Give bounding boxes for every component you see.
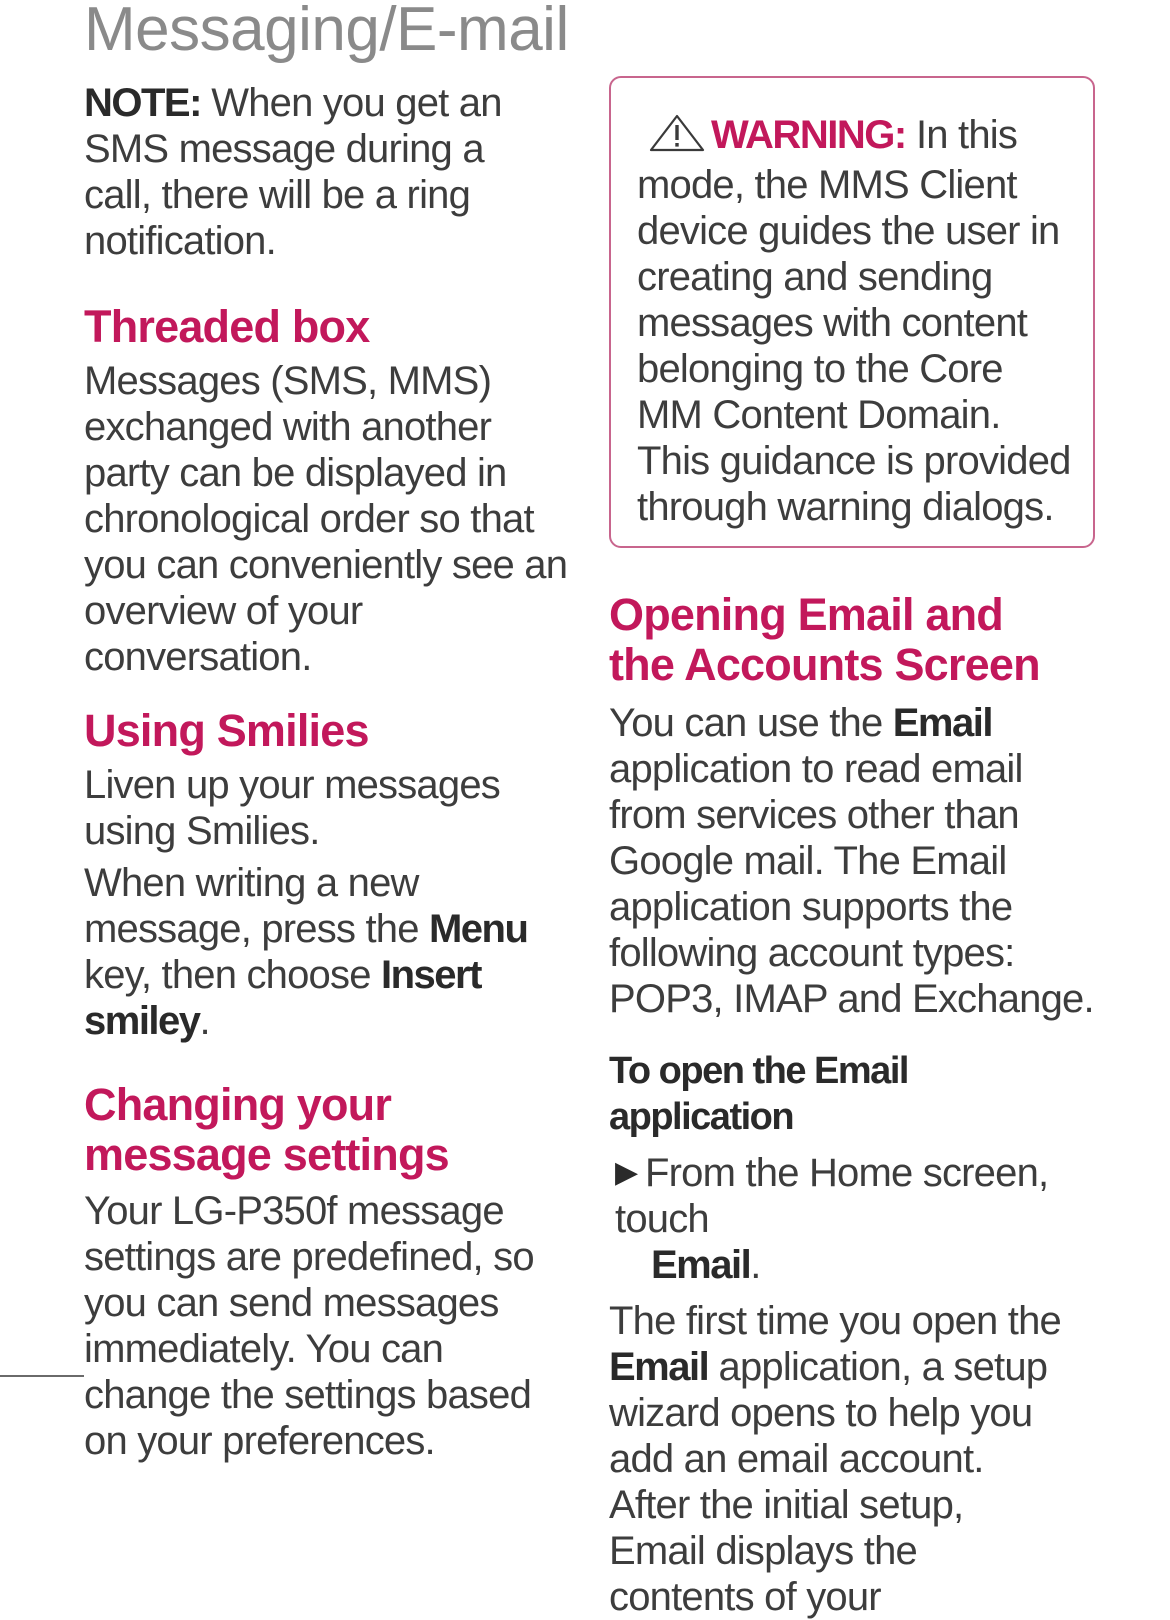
right-column — [609, 76, 1094, 1620]
opening-email-heading: Opening Email and the Accounts Screen — [609, 589, 1040, 690]
note-text: When you get an SMS message during a call, there will be a ring notification. — [84, 81, 502, 263]
warning-label: WARNING: — [711, 113, 906, 157]
footer-rule — [0, 1375, 84, 1377]
step-text: . — [750, 1243, 761, 1287]
left-column — [84, 80, 579, 1464]
note-paragraph — [84, 80, 534, 264]
menu-key-label: Menu — [428, 907, 528, 951]
email-text: application, a setup wizard opens to help you add an email account. — [609, 1345, 1048, 1481]
step-text: From the Home screen, touch — [615, 1151, 1049, 1241]
threaded-box-body: Messages (SMS, MMS) exchanged with another party can be displayed in chronological order so that you can conveniently see an overview of your conversation. — [84, 359, 568, 679]
email-app-label: Email — [609, 1345, 709, 1389]
email-app-label: Email — [892, 701, 992, 745]
email-app-label: Email — [651, 1243, 751, 1287]
insert-smiley-label: Insert smiley — [84, 953, 481, 1043]
warning-box — [609, 76, 1095, 548]
email-text: application to read email from services other than Google mail. The Email application supports the following account types: POP3, IMAP and Exchange. — [609, 747, 1094, 1021]
setup-wizard-paragraph — [609, 1298, 1094, 1482]
after-setup-paragraph: After the initial setup, Email displays the contents of your — [609, 1483, 964, 1619]
using-smilies-heading: Using Smilies — [84, 705, 369, 756]
message-settings-heading: Changing your message settings — [84, 1079, 449, 1180]
threaded-box-heading: Threaded box — [84, 301, 370, 352]
page-title: Messaging/E-mail — [84, 0, 569, 64]
smilies-body-1: Liven up your messages using Smilies. — [84, 763, 500, 853]
smilies-text: When writing a new message, press the — [84, 861, 429, 951]
message-settings-body: Your LG-P350f message settings are predefined, so you can send messages immediately. You can change the settings based on your preferences. — [84, 1189, 534, 1463]
email-text: The first time you open the — [609, 1299, 1061, 1343]
smilies-text: . — [199, 999, 210, 1043]
smilies-text: key, then choose — [84, 953, 381, 997]
open-email-subheading: To open the Email application — [609, 1050, 908, 1138]
open-email-step — [609, 1150, 1094, 1288]
bullet-arrow-icon: ▶ — [615, 1156, 638, 1189]
email-intro-paragraph — [609, 700, 1094, 1022]
email-text: You can use the — [609, 701, 893, 745]
warning-triangle-icon — [649, 114, 705, 162]
smilies-body-2 — [84, 860, 579, 1044]
warning-text: In this mode, the MMS Client device guides the user in creating and sending messages with content belonging to the Core MM Content Domain. This guidance is provided through warning dialogs. — [637, 113, 1071, 529]
note-label: NOTE: — [84, 81, 201, 125]
warning-paragraph — [637, 112, 1073, 530]
